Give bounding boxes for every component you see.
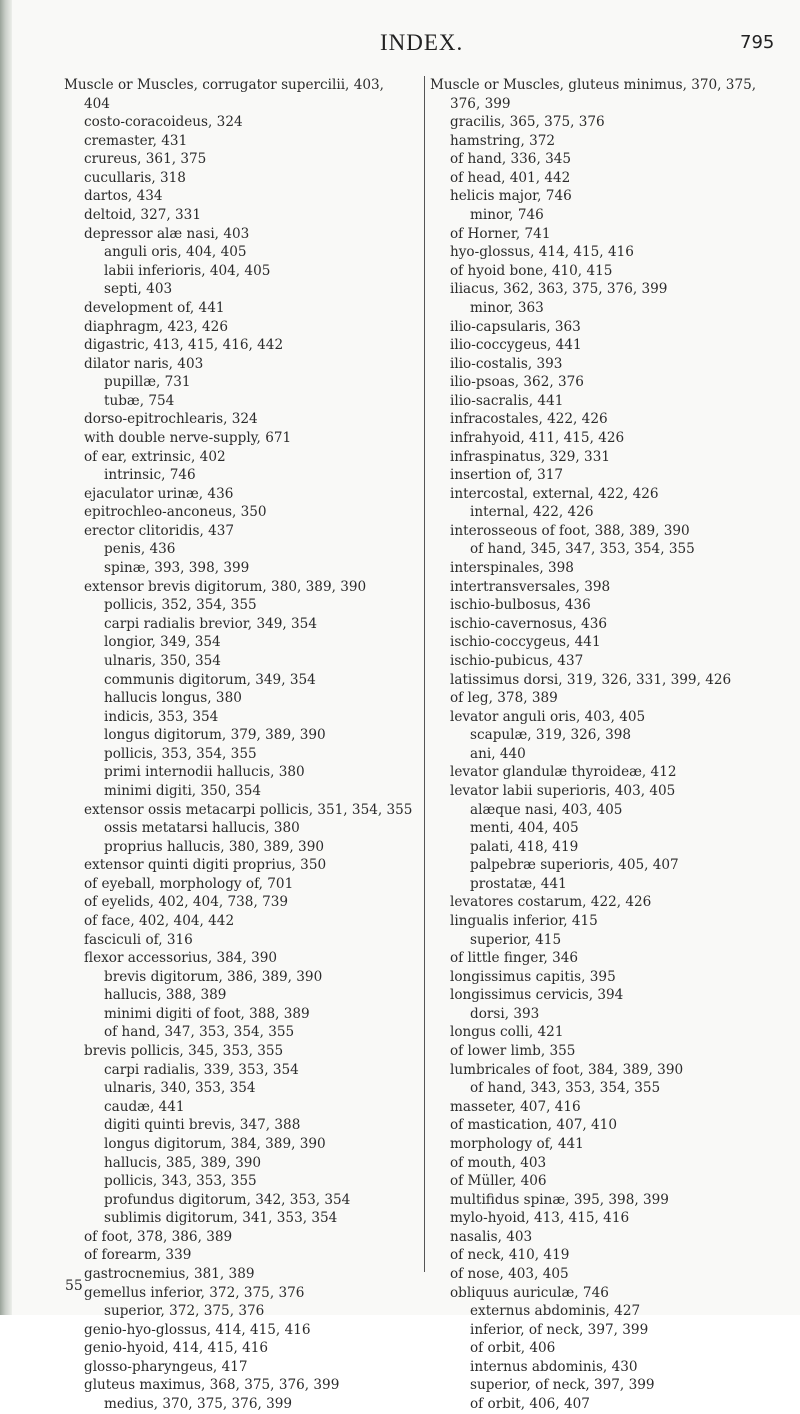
index-entry: levatores costarum, 422, 426 bbox=[450, 894, 652, 911]
index-entry: of neck, 410, 419 bbox=[450, 1247, 570, 1264]
index-entry: of mouth, 403 bbox=[450, 1154, 547, 1171]
index-entry: minor, 746 bbox=[470, 207, 544, 224]
index-entry: of lower limb, 355 bbox=[450, 1043, 576, 1060]
index-entry: dilator naris, 403 bbox=[84, 355, 204, 372]
index-entry: ilio-capsularis, 363 bbox=[450, 318, 581, 335]
index-entry: carpi radialis brevior, 349, 354 bbox=[104, 615, 317, 632]
index-entry: depressor alæ nasi, 403 bbox=[84, 225, 250, 242]
index-entry: 404 bbox=[84, 95, 110, 112]
index-entry: ilio-coccygeus, 441 bbox=[450, 337, 582, 354]
index-entry: of mastication, 407, 410 bbox=[450, 1117, 617, 1134]
index-entry: Muscle or Muscles, gluteus minimus, 370, 375, bbox=[430, 77, 757, 93]
index-entry: profundus digitorum, 342, 353, 354 bbox=[104, 1191, 351, 1208]
index-entry: ani, 440 bbox=[470, 745, 526, 762]
index-entry: minimi digiti of foot, 388, 389 bbox=[104, 1005, 310, 1022]
index-entry: extensor ossis metacarpi pollicis, 351, 354, 355 bbox=[84, 801, 413, 818]
index-entry: penis, 436 bbox=[104, 541, 176, 558]
index-entry: brevis digitorum, 386, 389, 390 bbox=[104, 968, 323, 985]
index-entry: ulnaris, 340, 353, 354 bbox=[104, 1080, 256, 1097]
index-entry: genio-hyo-glossus, 414, 415, 416 bbox=[84, 1321, 311, 1338]
index-entry: ischio-coccygeus, 441 bbox=[450, 634, 601, 651]
index-entry: of ear, extrinsic, 402 bbox=[84, 448, 226, 465]
index-entry: of hand, 347, 353, 354, 355 bbox=[104, 1024, 295, 1041]
index-entry: longus colli, 421 bbox=[450, 1024, 564, 1041]
index-entry: interspinales, 398 bbox=[450, 560, 574, 577]
index-entry: lingualis inferior, 415 bbox=[450, 913, 598, 930]
index-entry: inferior, of neck, 397, 399 bbox=[470, 1321, 649, 1338]
index-entry: iliacus, 362, 363, 375, 376, 399 bbox=[450, 281, 668, 298]
index-entry: ischio-pubicus, 437 bbox=[450, 652, 584, 669]
index-entry: dartos, 434 bbox=[84, 188, 163, 205]
index-entry: indicis, 353, 354 bbox=[104, 708, 219, 725]
index-entry: infraspinatus, 329, 331 bbox=[450, 448, 610, 465]
running-head bbox=[0, 10, 800, 55]
index-entry: crureus, 361, 375 bbox=[84, 151, 207, 168]
index-entry: prostatæ, 441 bbox=[470, 875, 567, 892]
index-entry: of Müller, 406 bbox=[450, 1173, 547, 1190]
index-entry: costo-coracoideus, 324 bbox=[84, 114, 243, 131]
index-entry: with double nerve-supply, 671 bbox=[84, 429, 292, 446]
index-column-left bbox=[64, 76, 420, 1414]
index-entry: helicis major, 746 bbox=[450, 188, 572, 205]
index-entry: spinæ, 393, 398, 399 bbox=[104, 560, 250, 577]
index-entry: nasalis, 403 bbox=[450, 1228, 533, 1245]
index-entry: palati, 418, 419 bbox=[470, 838, 579, 855]
index-entry: hallucis longus, 380 bbox=[104, 690, 242, 707]
index-entry: ischio-bulbosus, 436 bbox=[450, 597, 591, 614]
index-entry: ossis metatarsi hallucis, 380 bbox=[104, 820, 300, 837]
index-entry: fasciculi of, 316 bbox=[84, 931, 193, 948]
index-entry: ilio-costalis, 393 bbox=[450, 355, 563, 372]
index-entry: dorsi, 393 bbox=[470, 1005, 540, 1022]
index-entry: primi internodii hallucis, 380 bbox=[104, 764, 305, 781]
index-entry: pupillæ, 731 bbox=[104, 374, 191, 391]
index-entry: proprius hallucis, 380, 389, 390 bbox=[104, 838, 324, 855]
index-entry: of leg, 378, 389 bbox=[450, 690, 558, 707]
index-entry: levator labii superioris, 403, 405 bbox=[450, 782, 676, 799]
index-entry: hamstring, 372 bbox=[450, 132, 556, 149]
index-entry: pollicis, 352, 354, 355 bbox=[104, 597, 257, 614]
index-entry: genio-hyoid, 414, 415, 416 bbox=[84, 1340, 269, 1357]
index-entry: diaphragm, 423, 426 bbox=[84, 318, 228, 335]
signature-mark: 55 bbox=[65, 1278, 83, 1294]
index-entry: levator glandulæ thyroideæ, 412 bbox=[450, 764, 677, 781]
index-entry: gemellus inferior, 372, 375, 376 bbox=[84, 1284, 305, 1301]
index-entry: ischio-cavernosus, 436 bbox=[450, 615, 607, 632]
page-title: INDEX. bbox=[380, 30, 464, 55]
index-entry: longior, 349, 354 bbox=[104, 634, 221, 651]
index-entry: superior, 415 bbox=[470, 931, 562, 948]
index-entry: of forearm, 339 bbox=[84, 1247, 192, 1264]
index-entry: insertion of, 317 bbox=[450, 467, 564, 484]
index-entry: pollicis, 353, 354, 355 bbox=[104, 745, 257, 762]
index-entry: septi, 403 bbox=[104, 281, 173, 298]
index-entry: internus abdominis, 430 bbox=[470, 1358, 638, 1375]
index-entry: carpi radialis, 339, 353, 354 bbox=[104, 1061, 299, 1078]
index-entry: gluteus maximus, 368, 375, 376, 399 bbox=[84, 1377, 340, 1394]
index-entry: deltoid, 327, 331 bbox=[84, 207, 201, 224]
index-entry: ilio-sacralis, 441 bbox=[450, 392, 564, 409]
index-entry: sublimis digitorum, 341, 353, 354 bbox=[104, 1210, 338, 1227]
index-entry: longissimus capitis, 395 bbox=[450, 968, 616, 985]
index-entry: pollicis, 343, 353, 355 bbox=[104, 1173, 257, 1190]
index-entry: menti, 404, 405 bbox=[470, 820, 579, 837]
index-entry: of hand, 345, 347, 353, 354, 355 bbox=[470, 541, 695, 558]
index-column-right bbox=[430, 76, 795, 1414]
index-entry: longus digitorum, 379, 389, 390 bbox=[104, 727, 326, 744]
index-entry: longus digitorum, 384, 389, 390 bbox=[104, 1135, 326, 1152]
index-entry: ilio-psoas, 362, 376 bbox=[450, 374, 584, 391]
index-entry: lumbricales of foot, 384, 389, 390 bbox=[450, 1061, 684, 1078]
index-entry: extensor brevis digitorum, 380, 389, 390 bbox=[84, 578, 367, 595]
index-entry: development of, 441 bbox=[84, 299, 225, 316]
book-spine-edge bbox=[0, 0, 12, 1315]
index-entry: gracilis, 365, 375, 376 bbox=[450, 114, 605, 131]
index-entry: mylo-hyoid, 413, 415, 416 bbox=[450, 1210, 630, 1227]
index-entry: interosseous of foot, 388, 389, 390 bbox=[450, 522, 690, 539]
index-entry: intertransversales, 398 bbox=[450, 578, 611, 595]
index-entry: morphology of, 441 bbox=[450, 1135, 584, 1152]
index-entry: internal, 422, 426 bbox=[470, 504, 594, 521]
index-entry: externus abdominis, 427 bbox=[470, 1303, 641, 1320]
index-entry: hallucis, 388, 389 bbox=[104, 987, 227, 1004]
index-entry: tubæ, 754 bbox=[104, 392, 175, 409]
index-entry: of orbit, 406 bbox=[470, 1340, 556, 1357]
index-entry: palpebræ superioris, 405, 407 bbox=[470, 857, 679, 874]
index-entry: superior, 372, 375, 376 bbox=[104, 1303, 265, 1320]
index-entry: epitrochleo-anconeus, 350 bbox=[84, 504, 267, 521]
index-entry: obliquus auriculæ, 746 bbox=[450, 1284, 609, 1301]
index-entry: intercostal, external, 422, 426 bbox=[450, 485, 659, 502]
index-entry: labii inferioris, 404, 405 bbox=[104, 262, 271, 279]
index-entry: ulnaris, 350, 354 bbox=[104, 652, 221, 669]
index-entry: cucullaris, 318 bbox=[84, 169, 186, 186]
index-entry: of little finger, 346 bbox=[450, 950, 579, 967]
index-entry: of eyeball, morphology of, 701 bbox=[84, 875, 294, 892]
index-entry: flexor accessorius, 384, 390 bbox=[84, 950, 278, 967]
index-entry: of face, 402, 404, 442 bbox=[84, 913, 235, 930]
index-entry: minor, 363 bbox=[470, 299, 544, 316]
index-entry: 376, 399 bbox=[450, 95, 511, 112]
index-entry: digiti quinti brevis, 347, 388 bbox=[104, 1117, 301, 1134]
index-entry: glosso-pharyngeus, 417 bbox=[84, 1358, 248, 1375]
index-entry: erector clitoridis, 437 bbox=[84, 522, 235, 539]
index-entry: hallucis, 385, 389, 390 bbox=[104, 1154, 262, 1171]
index-entry: longissimus cervicis, 394 bbox=[450, 987, 624, 1004]
page-number: 795 bbox=[740, 32, 775, 53]
index-entry: of hand, 336, 345 bbox=[450, 151, 572, 168]
index-entry: superior, of neck, 397, 399 bbox=[470, 1377, 655, 1394]
index-entry: caudæ, 441 bbox=[104, 1098, 185, 1115]
index-entry: multifidus spinæ, 395, 398, 399 bbox=[450, 1191, 669, 1208]
column-divider bbox=[424, 76, 425, 1272]
index-entry: of orbit, 406, 407 bbox=[470, 1396, 590, 1413]
index-entry: gastrocnemius, 381, 389 bbox=[84, 1266, 255, 1282]
index-entry: of hyoid bone, 410, 415 bbox=[450, 262, 613, 279]
index-entry: dorso-epitrochlearis, 324 bbox=[84, 411, 258, 428]
index-entry: scapulæ, 319, 326, 398 bbox=[470, 727, 632, 744]
index-entry: ejaculator urinæ, 436 bbox=[84, 485, 234, 502]
index-entry: of nose, 403, 405 bbox=[450, 1266, 569, 1282]
index-entry: alæque nasi, 403, 405 bbox=[470, 801, 623, 818]
index-entry: infracostales, 422, 426 bbox=[450, 411, 608, 428]
index-entry: communis digitorum, 349, 354 bbox=[104, 671, 316, 688]
index-entry: of head, 401, 442 bbox=[450, 169, 571, 186]
index-entry: medius, 370, 375, 376, 399 bbox=[104, 1396, 293, 1413]
index-entry: minimi digiti, 350, 354 bbox=[104, 782, 261, 799]
index-entry: brevis pollicis, 345, 353, 355 bbox=[84, 1043, 284, 1060]
index-entry: hyo-glossus, 414, 415, 416 bbox=[450, 244, 634, 261]
index-entry: of eyelids, 402, 404, 738, 739 bbox=[84, 894, 289, 911]
index-entry: masseter, 407, 416 bbox=[450, 1098, 581, 1115]
index-entry: levator anguli oris, 403, 405 bbox=[450, 708, 646, 725]
index-entry: Muscle or Muscles, corrugator supercilii, 403, bbox=[64, 77, 384, 93]
index-entry: infrahyoid, 411, 415, 426 bbox=[450, 429, 625, 446]
index-entry: of hand, 343, 353, 354, 355 bbox=[470, 1080, 661, 1097]
index-entry: extensor quinti digiti proprius, 350 bbox=[84, 857, 327, 874]
index-entry: cremaster, 431 bbox=[84, 132, 188, 149]
index-entry: anguli oris, 404, 405 bbox=[104, 244, 247, 261]
index-entry: of foot, 378, 386, 389 bbox=[84, 1228, 233, 1245]
index-entry: of Horner, 741 bbox=[450, 225, 551, 242]
index-entry: latissimus dorsi, 319, 326, 331, 399, 426 bbox=[450, 671, 732, 688]
index-entry: digastric, 413, 415, 416, 442 bbox=[84, 337, 284, 354]
index-entry: intrinsic, 746 bbox=[104, 467, 196, 484]
